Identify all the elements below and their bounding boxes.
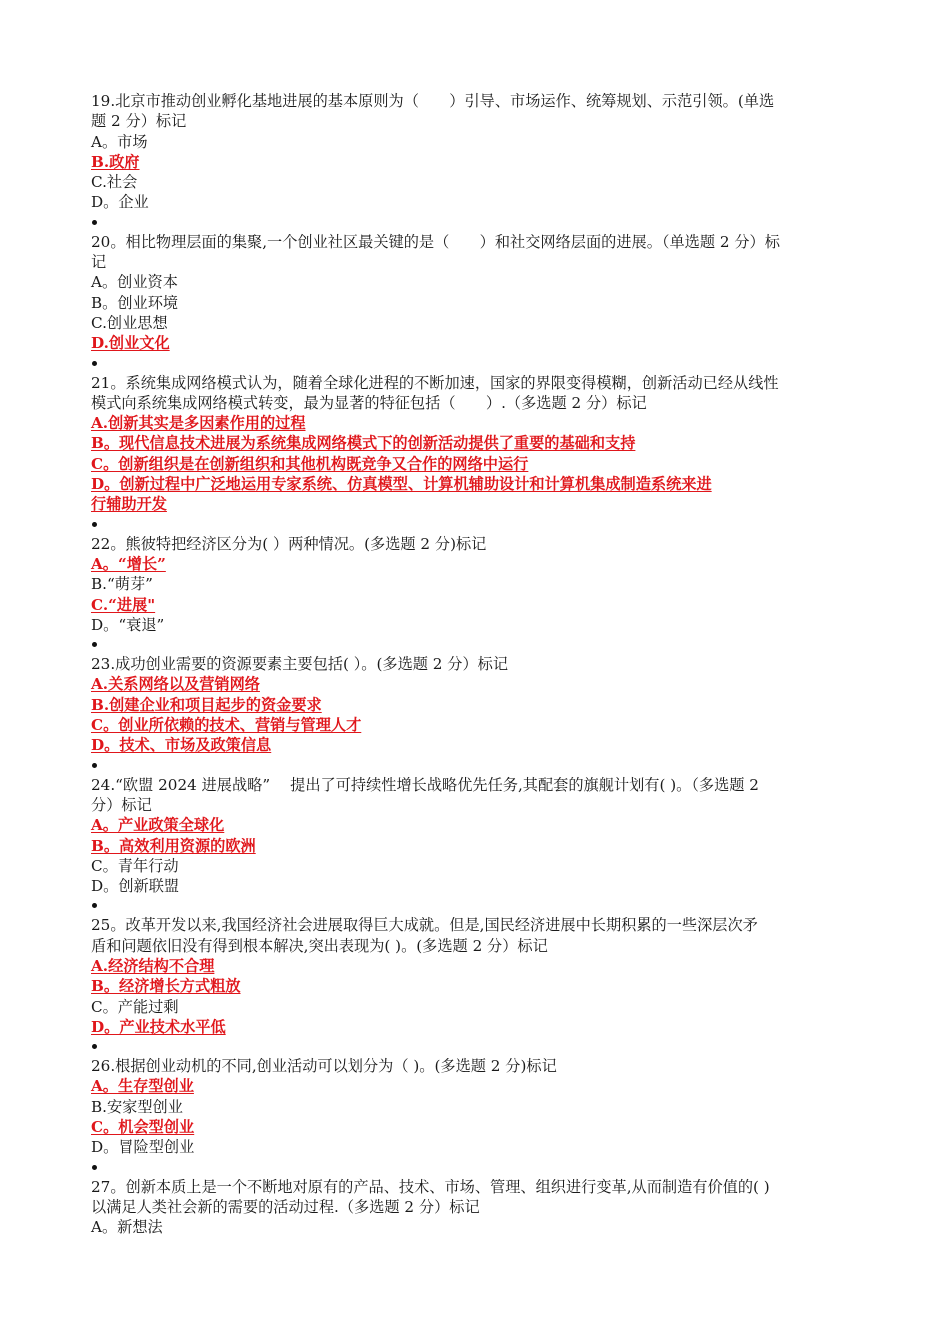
answer-option-correct: D.创业文化 — [91, 334, 170, 353]
answer-option: C.社会 — [91, 173, 138, 192]
question-text: 27。创新本质上是一个不断地对原有的产品、技术、市场、管理、组织进行变革,从而制造有价值的( ) — [91, 1177, 770, 1196]
question-text: 分）标记 — [91, 795, 152, 814]
question-block — [91, 1056, 863, 1176]
document-body — [91, 91, 863, 1238]
question-text: 23.成功创业需要的资源要素主要包括( ）。(多选题 2 分）标记 — [91, 655, 509, 674]
question-block — [91, 534, 863, 654]
bullet-separator — [91, 635, 863, 654]
question-text: 26.根据创业动机的不同,创业活动可以划分为（ )。(多选题 2 分)标记 — [91, 1057, 557, 1076]
answer-option: C.创业思想 — [91, 313, 168, 332]
bullet-separator — [91, 354, 863, 373]
question-text: 22。熊彼特把经济区分为( ）两种情况。(多选题 2 分)标记 — [91, 534, 487, 553]
answer-option-correct: A.经济结构不合理 — [91, 956, 215, 975]
bullet-separator — [91, 515, 863, 534]
question-text: 24.“欧盟 2024 进展战略” 提出了可持续性增长战略优先任务,其配套的旗舰计划有( )。（多选题 2 — [91, 775, 759, 794]
question-text: 盾和问题依旧没有得到根本解决,突出表现为( )。(多选题 2 分）标记 — [91, 936, 548, 955]
question-text: 20。相比物理层面的集聚,一个创业社区最关键的是（ ）和社交网络层面的进展。（单选题 2 分）标 — [91, 232, 780, 251]
answer-option: D。“衰退” — [91, 615, 165, 634]
answer-option-correct: A。产业政策全球化 — [91, 816, 225, 835]
answer-option: B。创业环境 — [91, 293, 179, 312]
answer-option-correct: A。生存型创业 — [91, 1077, 194, 1096]
answer-option-correct: B。高效利用资源的欧洲 — [91, 836, 256, 855]
answer-option-correct: D。创新过程中广泛地运用专家系统、仿真模型、计算机辅助设计和计算机集成制造系统来进 — [91, 475, 712, 494]
answer-option: B.“萌芽” — [91, 575, 153, 594]
bullet-separator — [91, 896, 863, 915]
answer-option-correct: C.“进展" — [91, 595, 156, 614]
answer-option: D。创新联盟 — [91, 877, 180, 896]
question-text: 25。改革开发以来,我国经济社会进展取得巨大成就。但是,国民经济进展中长期积累的一些深层次矛 — [91, 916, 758, 935]
answer-option-correct: C。创新组织是在创新组织和其他机构既竞争又合作的网络中运行 — [91, 454, 529, 473]
question-block — [91, 654, 863, 774]
question-block — [91, 915, 863, 1056]
answer-option: D。冒险型创业 — [91, 1138, 195, 1157]
bullet-separator — [91, 213, 863, 232]
question-text: 模式向系统集成网络模式转变，最为显著的特征包括（ ）.（多选题 2 分）标记 — [91, 393, 647, 412]
bullet-separator — [91, 1158, 863, 1177]
question-text: 以满足人类社会新的需要的活动过程.（多选题 2 分）标记 — [91, 1197, 480, 1216]
answer-option: A。创业资本 — [91, 273, 178, 292]
answer-option-correct: A.关系网络以及营销网络 — [91, 675, 260, 694]
answer-option-correct: C。创业所依赖的技术、营销与管理人才 — [91, 716, 362, 735]
bullet-separator — [91, 1037, 863, 1056]
answer-option: C。青年行动 — [91, 856, 179, 875]
answer-option: C。产能过剩 — [91, 997, 179, 1016]
answer-option-correct: D。技术、市场及政策信息 — [91, 736, 272, 755]
answer-option: B.安家型创业 — [91, 1097, 183, 1116]
question-block — [91, 1177, 863, 1238]
answer-option: A。新想法 — [91, 1218, 163, 1237]
question-text: 题 2 分）标记 — [91, 112, 187, 131]
question-block — [91, 373, 863, 534]
bullet-separator — [91, 756, 863, 775]
answer-option-correct: D。产业技术水平低 — [91, 1017, 226, 1036]
answer-option: D。企业 — [91, 193, 149, 212]
answer-option-correct: A.创新其实是多因素作用的过程 — [91, 414, 306, 433]
answer-option-correct: B。现代信息技术进展为系统集成网络模式下的创新活动提供了重要的基础和支持 — [91, 434, 636, 453]
answer-option-correct: B。经济增长方式粗放 — [91, 977, 241, 996]
answer-option-correct: B.政府 — [91, 152, 140, 171]
answer-option-correct: 行辅助开发 — [91, 495, 167, 514]
question-block — [91, 91, 863, 232]
question-text: 21。系统集成网络模式认为，随着全球化进程的不断加速，国家的界限变得模糊，创新活动已经从线性 — [91, 373, 779, 392]
answer-option-correct: A。“增长” — [91, 554, 166, 573]
answer-option: A。市场 — [91, 132, 148, 151]
question-block — [91, 775, 863, 916]
answer-option-correct: B.创建企业和项目起步的资金要求 — [91, 695, 322, 714]
question-text: 记 — [91, 253, 107, 272]
question-block — [91, 232, 863, 373]
answer-option-correct: C。机会型创业 — [91, 1118, 195, 1137]
question-text: 19.北京市推动创业孵化基地进展的基本原则为（ ）引导、市场运作、统筹规划、示范引领。(单选 — [91, 92, 775, 110]
